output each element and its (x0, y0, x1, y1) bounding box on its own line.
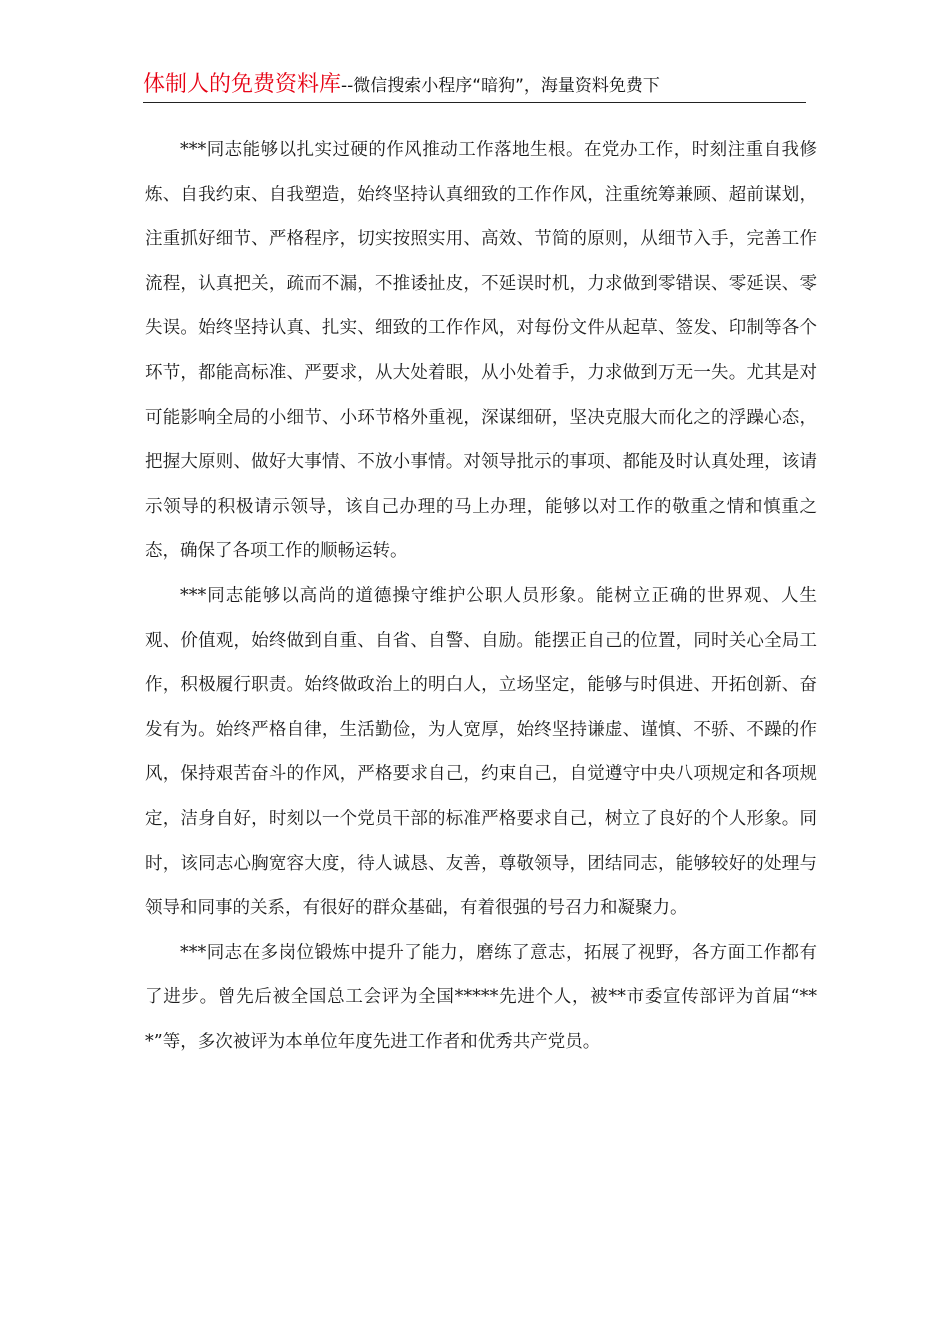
paragraph-3: ***同志在多岗位锻炼中提升了能力，磨练了意志，拓展了视野，各方面工作都有了进步。曾先后被全国总工会评为全国*****先进个人，被**市委宣传部评为首届“***”等，多次被评为本单位年度先进工作者和优秀共产党员。 (145, 942, 817, 1052)
paragraph-2: ***同志能够以高尚的道德操守维护公职人员形象。能树立正确的世界观、人生观、价值观，始终做到自重、自省、自警、自励。能摆正自己的位置，同时关心全局工作，积极履行职责。始终做政治上的明白人，立场坚定，能够与时俱进、开拓创新、奋发有为。始终严格自律，生活勤俭，为人宽厚，始终坚持谦虚、谨慎、不骄、不躁的作风，保持艰苦奋斗的作风，严格要求自己，约束自己，自觉遵守中央八项规定和各项规定，洁身自好，时刻以一个党员干部的标准严格要求自己，树立了良好的个人形象。同时，该同志心胸宽容大度，待人诚恳、友善，尊敬领导，团结同志，能够较好的处理与领导和同事的关系，有很好的群众基础，有着很强的号召力和凝聚力。 (145, 585, 817, 919)
document-body (145, 128, 817, 1064)
page-header (143, 70, 806, 103)
header-subtitle: --微信搜索小程序“暗狗”，海量资料免费下 (341, 76, 660, 96)
paragraph-1: ***同志能够以扎实过硬的作风推动工作落地生根。在党办工作，时刻注重自我修炼、自我约束、自我塑造，始终坚持认真细致的工作作风，注重统筹兼顾、超前谋划，注重抓好细节、严格程序，切实按照实用、高效、节简的原则，从细节入手，完善工作流程，认真把关，疏而不漏，不推诿扯皮，不延误时机，力求做到零错误、零延误、零失误。始终坚持认真、扎实、细致的工作作风，对每份文件从起草、签发、印制等各个环节，都能高标准、严要求，从大处着眼，从小处着手，力求做到万无一失。尤其是对可能影响全局的小细节、小环节格外重视，深谋细研，坚决克服大而化之的浮躁心态，把握大原则、做好大事情、不放小事情。对领导批示的事项、都能及时认真处理，该请示领导的积极请示领导，该自己办理的马上办理，能够以对工作的敬重之情和慎重之态，确保了各项工作的顺畅运转。 (145, 140, 817, 562)
header-title: 体制人的免费资料库 (143, 72, 342, 97)
